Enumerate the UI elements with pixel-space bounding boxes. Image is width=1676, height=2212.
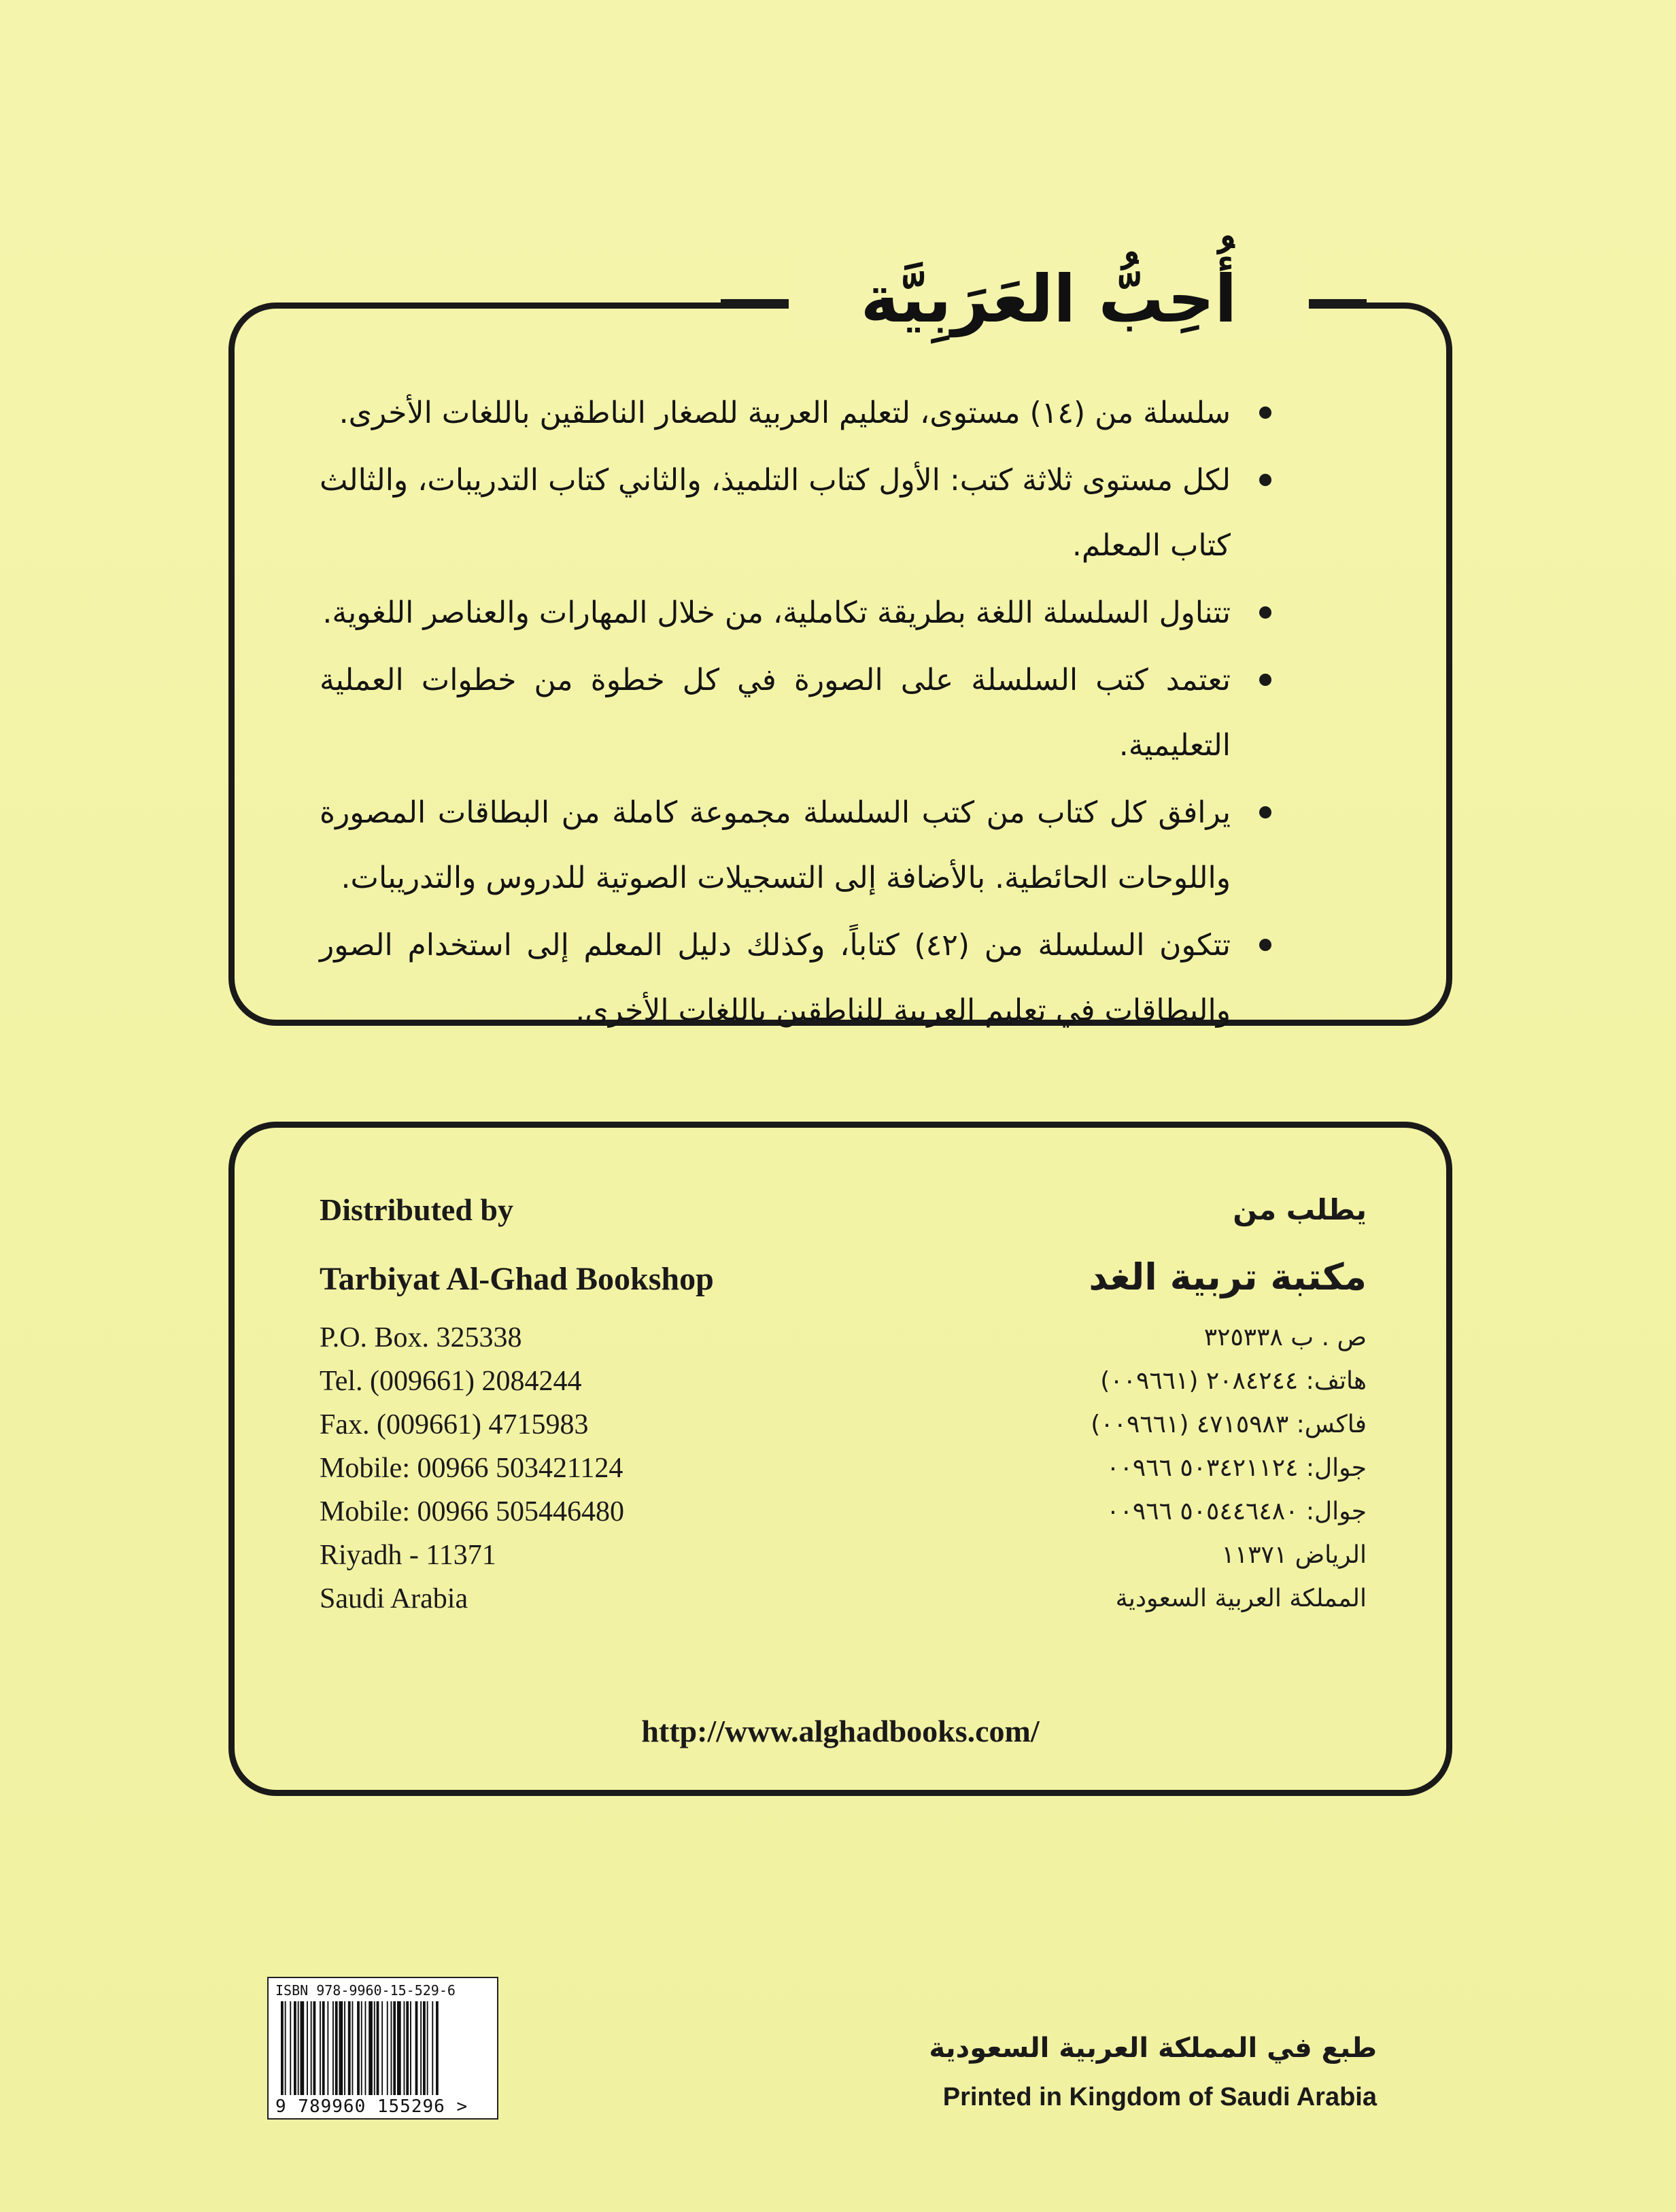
- printed-in-arabic: طبع في المملكة العربية السعودية: [929, 2033, 1377, 2064]
- mobile-1-ar: جوال: ٥٠٣٤٢١١٢٤ ٠٠٩٦٦: [1106, 1454, 1367, 1482]
- bullet-text: سلسلة من (١٤) مستوى، لتعليم العربية للصغار الناطقين باللغات الأخرى.: [339, 396, 1231, 430]
- distributed-by-heading-ar: يطلب من: [1233, 1193, 1367, 1226]
- bullet-dot-icon: [1259, 474, 1271, 486]
- bullet-text: تتناول السلسلة اللغة بطريقة تكاملية، من خلال المهارات والعناصر اللغوية.: [322, 595, 1231, 630]
- barcode-bars-icon: [278, 2001, 482, 2095]
- tel-ar: هاتف: ٢٠٨٤٢٤٤ (٠٠٩٦٦١): [1100, 1367, 1367, 1395]
- bullet-text: لكل مستوى ثلاثة كتب: الأول كتاب التلميذ، والثاني كتاب التدريبات، والثالث كتاب المعلم.: [320, 463, 1231, 563]
- printed-in-english: Printed in Kingdom of Saudi Arabia: [942, 2083, 1377, 2111]
- bullet-item: [320, 780, 1271, 911]
- bullet-dot-icon: [1259, 806, 1271, 818]
- bullet-dot-icon: [1259, 407, 1271, 419]
- isbn-barcode: [267, 1977, 498, 2120]
- tel-en: Tel. (009661) 2084244: [320, 1366, 582, 1397]
- country-en: Saudi Arabia: [320, 1583, 468, 1614]
- bullet-item: [320, 648, 1271, 778]
- bullet-item: [320, 913, 1271, 1043]
- series-bullet-list: [320, 381, 1271, 1045]
- bookshop-name-ar: مكتبة تربية الغد: [1089, 1256, 1367, 1298]
- po-box-ar: ص . ب ٣٢٥٣٣٨: [1203, 1324, 1367, 1351]
- contact-lines-ar: [952, 1316, 1367, 1621]
- distributor-arabic: [952, 1190, 1367, 1621]
- mobile-2-ar: جوال: ٥٠٥٤٤٦٤٨٠ ٠٠٩٦٦: [1106, 1498, 1367, 1525]
- bullet-dot-icon: [1259, 674, 1271, 686]
- bullet-dot-icon: [1259, 606, 1271, 619]
- isbn-label: ISBN 978-9960-15-529-6: [275, 1982, 456, 1999]
- distributed-by-heading: Distributed by: [320, 1192, 513, 1227]
- mobile-2-en: Mobile: 00966 505446480: [320, 1496, 624, 1527]
- bullet-dot-icon: [1259, 939, 1271, 951]
- distributor-english: [320, 1190, 863, 1621]
- contact-lines-en: [320, 1316, 863, 1621]
- bullet-text: يرافق كل كتاب من كتب السلسلة مجموعة كاملة من البطاقات المصورة واللوحات الحائطية. بالأضافة إلى التسجيلات الصوتية للدروس والتدريبات.: [320, 795, 1231, 895]
- bookshop-name-en: Tarbiyat Al-Ghad Bookshop: [320, 1261, 714, 1297]
- city-en: Riyadh - 11371: [320, 1540, 496, 1571]
- fax-en: Fax. (009661) 4715983: [320, 1409, 589, 1440]
- mobile-1-en: Mobile: 00966 503421124: [320, 1453, 623, 1484]
- country-ar: المملكة العربية السعودية: [1115, 1585, 1367, 1612]
- po-box-en: P.O. Box. 325338: [320, 1322, 522, 1353]
- series-title: أُحِبُّ العَرَبِيَّة: [789, 258, 1309, 340]
- bullet-text: تتكون السلسلة من (٤٢) كتاباً، وكذلك دليل المعلم إلى استخدام الصور والبطاقات في تعليم العربية للناطقين باللغات الأخرى.: [320, 928, 1231, 1028]
- bullet-item: [320, 581, 1271, 646]
- website-link[interactable]: http://www.alghadbooks.com/: [641, 1714, 1040, 1748]
- bullet-text: تعتمد كتب السلسلة على الصورة في كل خطوة من خطوات العملية التعليمية.: [320, 663, 1231, 763]
- bullet-item: [320, 448, 1271, 578]
- title-rule-left: [721, 299, 789, 305]
- title-rule-right: [1309, 299, 1367, 305]
- barcode-digits: 9 789960 155296 >: [275, 2096, 468, 2117]
- bullet-item: [320, 381, 1271, 446]
- city-ar: الرياض ١١٣٧١: [1221, 1541, 1367, 1569]
- fax-ar: فاكس: ٤٧١٥٩٨٣ (٠٠٩٦٦١): [1091, 1411, 1367, 1438]
